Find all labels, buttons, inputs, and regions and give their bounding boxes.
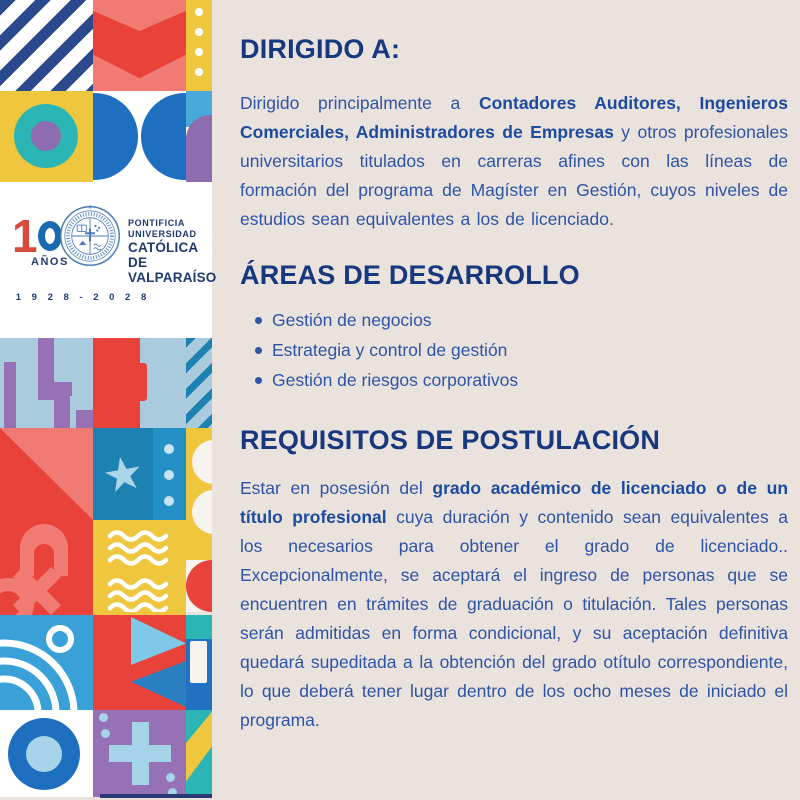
dot-icon [164,496,174,506]
donut-tile [0,710,93,797]
navy-baseline-bar [100,794,212,798]
wedge-strip-tile [186,710,212,797]
institution-name [128,218,217,285]
corner-strip-tile [186,91,212,182]
institution-line: CATÓLICA DE [128,240,198,270]
half-disc-icon [141,93,186,180]
tetris-shape [54,396,70,428]
dot-icon [166,773,175,782]
star-icon: ★ [97,443,149,505]
tetris-shape [76,410,93,428]
target-circle-tile [0,91,93,182]
plus-icon [109,745,171,762]
white-bar-shape [190,641,207,683]
diagonal-stripes-tile [0,0,93,91]
dots-column-tile [153,428,186,520]
university-seal-icon [58,204,122,268]
waves-icon [107,528,173,612]
scallop-shape [192,490,212,534]
teal-block-shape [186,615,212,639]
star-tile [93,428,153,520]
logo-zone [0,182,217,338]
yellow-wedge-shape [186,710,212,797]
decorative-sidebar [0,0,217,800]
blue-triangle-shape [131,661,186,707]
arcs-tile [0,615,93,710]
section-title-dirigido: DIRIGIDO A: [240,34,401,64]
paragraph-requisitos: Estar en posesión del grado académico de licenciado o de un título profesional cuya duración y contenido sean equivalentes a los necesarios para obtener el grado de licenciado.. Excepcionalmente, se aceptará el ingreso de personas que se encuentren en trámites de graduación o titulación. Tales personas serán admitidas en forma condicional, y su aceptación definitiva quedará supeditada a la obtención del grado otítulo correspondiente, lo que deberá tener lugar dentro de los ocho meses de iniciado el programa. [240,478,789,730]
areas-list [240,305,788,395]
play-triangle-icon [131,617,186,665]
rainbow-arcs-icon [0,615,93,710]
tetris-shape [4,362,16,428]
list-item: Estrategia y control de gestión [272,335,788,365]
dots-strip-tile [186,0,212,91]
dot-icon [195,28,203,36]
scallop-strip-tile [186,428,212,560]
section-title-requisitos: REQUISITOS DE POSTULACIÓN [240,425,661,455]
list-item: Gestión de riesgos corporativos [272,365,788,395]
dot-icon [164,470,174,480]
logo-digit-one: 1 [12,210,36,262]
tetris-tile [0,338,93,428]
institution-line: VALPARAÍSO [128,270,217,285]
half-discs-tile [93,91,186,182]
waves-tile [93,520,186,615]
chevron-banner-tile [93,0,186,91]
tetris-shape [46,382,72,396]
institution-line: UNIVERSIDAD [128,229,197,239]
red-tab-shape [131,363,147,401]
institution-line: PONTIFICIA [128,218,185,228]
cross-tile [93,710,186,797]
arches-tile [0,520,93,615]
dot-icon [195,48,203,56]
triangle-tile [0,428,93,520]
section-title-areas: ÁREAS DE DESARROLLO [240,260,580,290]
red-semicircle-shape [186,560,212,612]
purple-circle-icon [31,121,61,151]
teal-stripes-tile [186,338,212,428]
play-tile [93,615,186,710]
logo-years-label: AÑOS [31,256,69,268]
dot-icon [195,8,203,16]
purple-round-shape [186,115,212,182]
dot-icon [99,713,108,722]
donut-inner-shape [26,736,62,772]
list-item: Gestión de negocios [272,305,788,335]
chevron-shape [93,0,186,91]
paragraph-dirigido: Dirigido principalmente a Contadores Auditores, Ingenieros Comerciales, Administradores de Empresas y otros profesionales universitarios titulados en carreras afines con las líneas de formación del programa de Magíster en Gestión, cuyos niveles de estudios sean equivalentes a los de licenciado. [240,93,788,229]
red-semicircle-tile [186,560,212,612]
column-strip-tile [186,615,212,710]
dot-icon [195,68,203,76]
scallop-shape [192,440,212,484]
half-disc-icon [93,93,138,180]
dot-icon [164,444,174,454]
anniversary-range: 1 9 2 8 - 2 0 2 8 [15,292,151,303]
dot-icon [101,729,110,738]
red-triangle-shape [0,428,93,520]
main-content [240,34,788,735]
